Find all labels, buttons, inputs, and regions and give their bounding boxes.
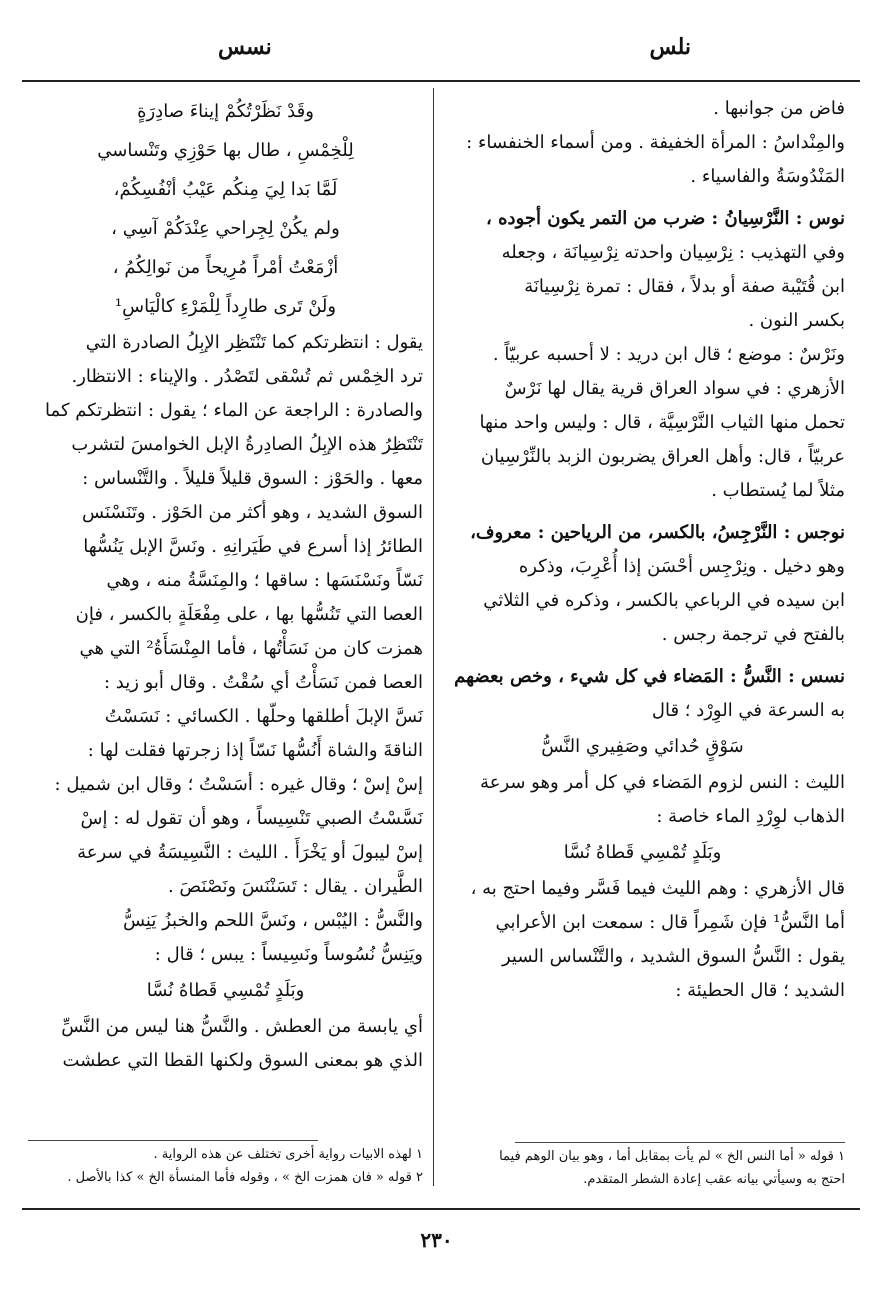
- text-line: الطائرُ إذا أسرع في طَيَرانِهِ . ونَسَّ الإبل يَنُسُّها: [83, 536, 423, 557]
- text-line: الناقةَ والشاة أَنُسُّها نَسّاً إذا زجرتها فقلت لها :: [87, 740, 423, 761]
- header-rule: [22, 80, 860, 82]
- text-line: همزت كان من نَسَأْتُها ، فأما المِنْسَأَةُ² التي هي: [79, 638, 423, 659]
- text-line: والنَّسُّ : اليُبْس ، ونَسَّ اللحم والخبزُ يَنِسُّ: [122, 910, 423, 931]
- entry-line: نوس : النَّرْسِيانُ : ضرب من التمر يكون أجوده ،: [486, 208, 845, 229]
- text-line: والمِنْداسُ : المرأة الخفيفة . ومن أسماء الخنفساء :: [466, 132, 845, 153]
- text-line: تَنْتَظِرُ هذه الإبِلُ الصادِرةُ الإبل الخوامسَ لتشرب: [71, 434, 423, 455]
- right-column: [440, 92, 845, 1008]
- verse-line: ولم يكُنْ لِجِراحي عِنْدَكُمْ آسِي ،: [111, 218, 340, 239]
- text-line: ويَنِسُّ نُسُوساً ونَسِيساً : يبس ؛ قال :: [154, 944, 423, 965]
- text-line: إسْ ليبولَ أو يَخْرَأَ . الليث : النَّسِيسَةُ في سرعة: [77, 842, 423, 863]
- text-line: الأزهري : في سواد العراق قرية يقال لها نَرْسٌ: [504, 378, 845, 399]
- text-line: معها . والحَوْز : السوق قليلاً قليلاً . والتَّنْساس :: [82, 468, 423, 489]
- text-line: الذي هو بمعنى السوق ولكنها القطا التي عطشت: [62, 1050, 423, 1071]
- footnote-line: احتج به وسيأتي بيانه عقب إعادة الشطر المتقدم.: [583, 1172, 845, 1187]
- footnotes-left: [28, 1143, 423, 1189]
- entry-line: نوجس : النَّرْجِسُ، بالكسر، من الرياحين : معروف،: [470, 522, 845, 543]
- footnote-rule-left: [28, 1140, 318, 1141]
- verse-line: سَوْقٍ حُدائي وصَفِيري النَّسُّ: [541, 736, 744, 757]
- verse-line: ولَنْ تَرى طارِداً لِلْمَرْءِ كالْيَاسِ¹: [114, 296, 337, 317]
- text-line: عربيّاً ، قال: وأهل العراق يضربون الزبد بالنِّرْسِيان: [480, 446, 845, 467]
- text-line: يقول : انتظرتكم كما تَنْتَظِر الإبِلُ الصادرة التي: [85, 332, 423, 353]
- left-column: [28, 92, 423, 1078]
- text-line: إسْ إسْ ؛ وقال غيره : أسَسْتُ ؛ وقال ابن شميل :: [54, 774, 423, 795]
- text-line: ابن قُتَيْبة صفة أو بدلاً ، فقال : تمرة نِرْسِيانَة: [524, 276, 845, 297]
- text-line: بالفتح في ترجمة رجس .: [661, 624, 845, 645]
- text-line: نَسَّسْتُ الصبي تَنْسِيساً ، وهو أن تقول له : إسْ: [80, 808, 423, 829]
- text-line: المَنْدُوسَةُ والفاسياء .: [690, 166, 845, 187]
- verse-line: وبَلَدٍ تُمْسِي قَطاهُ نُسَّا: [146, 980, 305, 1001]
- text-line: ترد الخِمْس ثم تُسْقى لتَصْدُر . والإيناء : الانتظار.: [71, 366, 423, 387]
- text-line: الليث : النس لزوم المَضاء في كل أمر وهو سرعة: [480, 772, 845, 793]
- text-line: الشديد ؛ قال الحطيئة :: [675, 980, 845, 1001]
- text-line: الطَّيران . يقال : تَسَنْنَسَ ونَصْنَصَ .: [167, 876, 423, 897]
- text-line: به السرعة في الوِرْد ؛ قال: [651, 700, 845, 721]
- column-separator: [433, 88, 434, 1186]
- text-line: فاض من جوانبها .: [713, 98, 845, 119]
- verse-line: لَمَّا بَدا لِيَ مِنكُم عَيْبُ أنْفُسِكُمْ،: [113, 179, 338, 200]
- text-line: قال الأزهري : وهم الليث فيما فَسَّر وفيما احتج به ،: [470, 878, 845, 899]
- text-line: تحمل منها الثياب النَّرْسِيَّة ، قال : وليس واحد منها: [479, 412, 845, 433]
- poem-verses: [28, 92, 423, 326]
- text-line: يقول : النَّسُّ السوق الشديد ، والتَّنْساس السير: [501, 946, 845, 967]
- text-line: أما النَّسُّ¹ فإن شَمِراً قال : سمعت ابن الأعرابي: [495, 912, 845, 933]
- text-line: ونَرْسٌ : موضع ؛ قال ابن دريد : لا أحسبه عربيّاً .: [492, 344, 845, 365]
- verse-line: وبَلَدٍ تُمْسِي قَطاهُ نُسَّا: [563, 842, 722, 863]
- text-line: الذهاب لوِرْدِ الماء خاصة :: [656, 806, 845, 827]
- text-line: وهو دخيل . ونِرْجِس أحْسَن إذا أُعْرِبَ، وذكره: [518, 556, 845, 577]
- text-line: العصا التي تَنُسُّها بها ، على مِفْعَلَةٍ بالكسر ، فإن: [75, 604, 423, 625]
- verse-line: أزْمَعْتُ أمْراً مُرِيحاً من نَوالِكُمُ ،: [112, 257, 339, 278]
- text-line: بكسر النون .: [748, 310, 845, 331]
- entry-line: نسس : النَّسُّ : المَضاء في كل شيء ، وخص بعضهم: [454, 666, 845, 687]
- left-column-header: نسس: [218, 34, 272, 60]
- text-line: نَسّاً ونَسْنَسَها : ساقها ؛ والمِنَسَّةُ منه ، وهي: [106, 570, 423, 591]
- text-line: أي يابسة من العطش . والنَّسُّ هنا ليس من النَّسِّ: [61, 1016, 423, 1037]
- text-line: السوق الشديد ، وهو أكثر من الحَوْز . وتَنَسْنَس: [82, 502, 423, 523]
- text-line: نَسَّ الإبلَ أطلقها وحلّها . الكسائي : نَسَسْتُ: [104, 706, 423, 727]
- footnote-rule-right: [515, 1142, 845, 1143]
- footnote-line: ١ قوله « أما النس الخ » لم يأت بمقابل أما ، وهو بيان الوهم فيما: [499, 1149, 845, 1164]
- footnote-line: ٢ قوله « فان همزت الخ » ، وقوله فأما المنسأة الخ » كذا بالأصل .: [67, 1170, 423, 1185]
- text-line: ابن سيده في الرباعي بالكسر ، وذكره في الثلاثي: [483, 590, 845, 611]
- footer-rule: [22, 1208, 860, 1210]
- text-line: والصادرة : الراجعة عن الماء ؛ يقول : انتظرتكم كما: [45, 400, 423, 421]
- verse-line: لِلْخِمْسِ ، طال بها حَوْزِي وتَنْساسي: [97, 140, 354, 161]
- page-number: ٢٣٠: [420, 1228, 453, 1252]
- text-line: وفي التهذيب : نِرْسِيان واحدته نِرْسِيانَة ، وجعله: [501, 242, 845, 263]
- text-line: مثلاً لما يُستطاب .: [711, 480, 845, 501]
- verse-line: وقَدْ نَظَرْتُكُمْ إيناءَ صادِرَةٍ: [137, 101, 314, 122]
- footnote-line: ١ لهذه الابيات رواية أخرى تختلف عن هذه الرواية .: [153, 1147, 423, 1162]
- text-line: العصا فمن نَسَأْتُ أي سُقْتُ . وقال أبو زيد :: [103, 672, 423, 693]
- footnotes-right: [440, 1145, 845, 1191]
- right-column-header: نلس: [649, 34, 691, 60]
